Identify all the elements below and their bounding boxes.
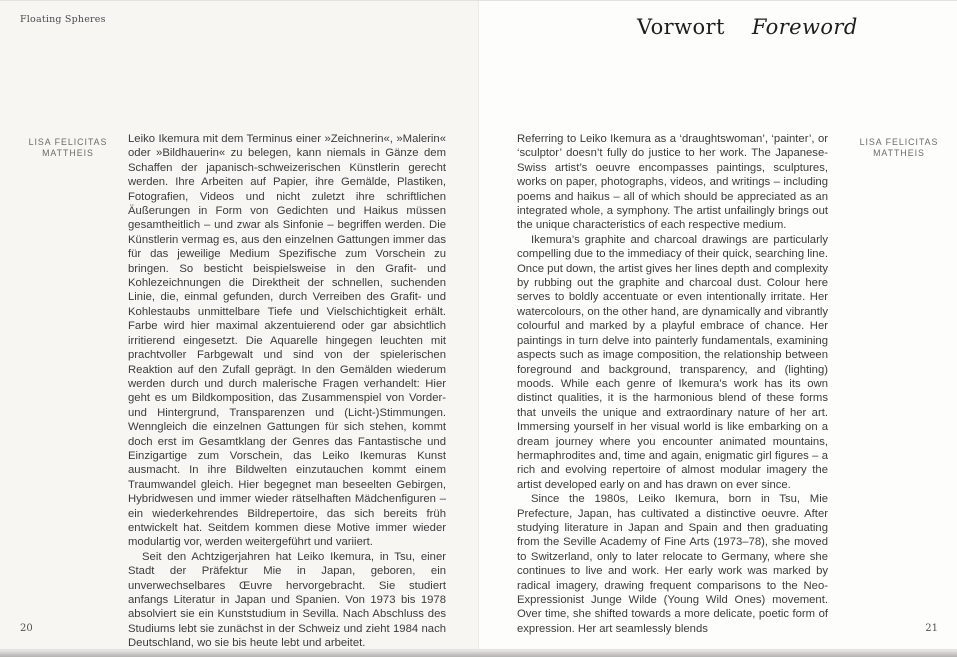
german-paragraph-2: Seit den Achtzigerjahren hat Leiko Ikemura, in Tsu, einer Stadt der Präfektur Mie in Japan, geboren, ein unverwechselbares Œuvre hervorgebracht. Sie studiert anfangs Literatur in Japan und Spanien. Von 1973 bis 1978 absolviert sie ein Kunststudium in Sevilla. Nach Abschluss des Studiums lebt sie zunächst in der Schweiz und zieht 1984 nach Deutschland, wo sie bis heute lebt und arbeitet.	[128, 550, 446, 650]
german-text-column	[128, 132, 446, 651]
english-paragraph-1: Referring to Leiko Ikemura as a ‘draughtswoman’, ‘painter’, or ‘sculptor’ doesn’t fully do justice to her work. The Japanese-Swiss artist’s oeuvre encompasses paintings, sculptures, works on paper, photographs, videos, and writings – including poems and haikus – all of which should be appreciated as an integrated whole, a symphony. The artist unfailingly brings out the unique characteristics of each respective medium.	[517, 133, 828, 232]
page-number-left: 20	[20, 623, 33, 634]
german-paragraph-1: Leiko Ikemura mit dem Terminus einer »Zeichnerin«, »Malerin« oder »Bildhauerin« zu belegen, kann niemals in Gänze dem Schaffen der japanisch-schweizerischen Künstlerin gerecht werden. Ihre Arbeiten auf Papier, ihre Gemälde, Plastiken, Fotografien, Videos und nicht zuletzt ihre schriftlichen Äußerungen in Form von Gedichten und Haikus müssen gesamtheitlich – und zwar als Sinfonie – begriffen werden. Die Künstlerin vermag es, aus den einzelnen Gattungen immer das für das jeweilige Medium Spezifische zum Vorschein zu bringen. So besticht beispielsweise in den Grafit- und Kohlezeichnungen die Direktheit der schnellen, suchenden Linie, die, einmal gefunden, durch Verreiben des Grafit- und Kohlestaubs unmittelbare Tiefe und Vielschichtigkeit erhält. Farbe wird hier maximal akzentuierend oder gar absichtlich irritierend eingesetzt. Die Aquarelle hingegen leuchten mit prachtvoller Farbgewalt und sind von der spielerischen Reaktion auf den Zufall geprägt. In den Gemälden wiederum werden durch und durch malerische Fragen verhandelt: Hier geht es um Bildkomposition, das Zusammenspiel von Vorder- und Hintergrund, Transparenzen und (Licht-)Stimmungen. Wenngleich die einzelnen Gattungen für sich stehen, kommt doch erst im Gesamtklang der Genres das Fantastische und Einzigartige zum Vorschein, das Leiko Ikemuras Kunst ausmacht. In ihre Bildwelten einzutauchen kommt einem Traumwandel gleich. Hier begegnet man beseelten Gebirgen, Hybridwesen und immer wieder rätselhaften Mädchenfiguren – ein wiederkehrendes Bildrepertoire, das sich bereits früh entwickelt hat. Seitdem kommen diese Motive immer wieder modulartig vor, werden weitergeführt und variiert.	[128, 133, 446, 549]
english-text-column	[517, 132, 828, 636]
running-head: Floating Spheres	[20, 14, 106, 25]
author-name-left	[13, 137, 123, 159]
english-paragraph-2: Ikemura’s graphite and charcoal drawings are particularly compelling due to the immediacy of their quick, searching line. Once put down, the artist gives her lines depth and complexity by rubbing out the graphite and charcoal dust. Colour here serves to boldly accentuate or even intentionally irritate. Her watercolours, on the other hand, are dynamically and vibrantly colourful and marked by a playful embrace of chance. Her paintings in turn delve into painterly fundamentals, examining aspects such as image composition, the relationship between foreground and background, transparency, and (lighting) moods. While each genre of Ikemura’s work has its own distinct qualities, it is the harmonious blend of these forms that unveils the unique and extraordinary nature of her art. Immersing yourself in her visual world is like embarking on a dream journey where you encounter animated mountains, hermaphrodites and, time and again, enigmatic girl figures – a rich and evolving repertoire of almost modular imagery the artist developed early on and has drawn on ever since.	[517, 233, 828, 491]
author-line2: MATTHEIS	[873, 148, 925, 158]
author-line1: LISA FELICITAS	[28, 137, 108, 147]
author-line1: LISA FELICITAS	[859, 137, 939, 147]
page-bottom-edge	[0, 649, 957, 657]
author-line2: MATTHEIS	[42, 148, 94, 158]
heading-foreword: Foreword	[751, 15, 858, 39]
heading-vorwort: Vorwort	[637, 15, 725, 39]
english-paragraph-3: Since the 1980s, Leiko Ikemura, born in Tsu, Mie Prefecture, Japan, has cultivated a distinctive oeuvre. After studying literature in Japan and Spain and then graduating from the Seville Academy of Fine Arts (1973–78), she moved to Switzerland, only to later relocate to Germany, where she continues to live and work. Her early work was marked by radical imagery, drawing frequent comparisons to the Neo-Expressionist Junge Wilde (Young Wild Ones) movement. Over time, she shifted towards a more delicate, poetic form of expression. Her art seamlessly blends	[517, 493, 828, 635]
author-name-right	[849, 137, 949, 159]
page-number-right: 21	[925, 623, 938, 634]
chapter-heading	[637, 15, 858, 39]
